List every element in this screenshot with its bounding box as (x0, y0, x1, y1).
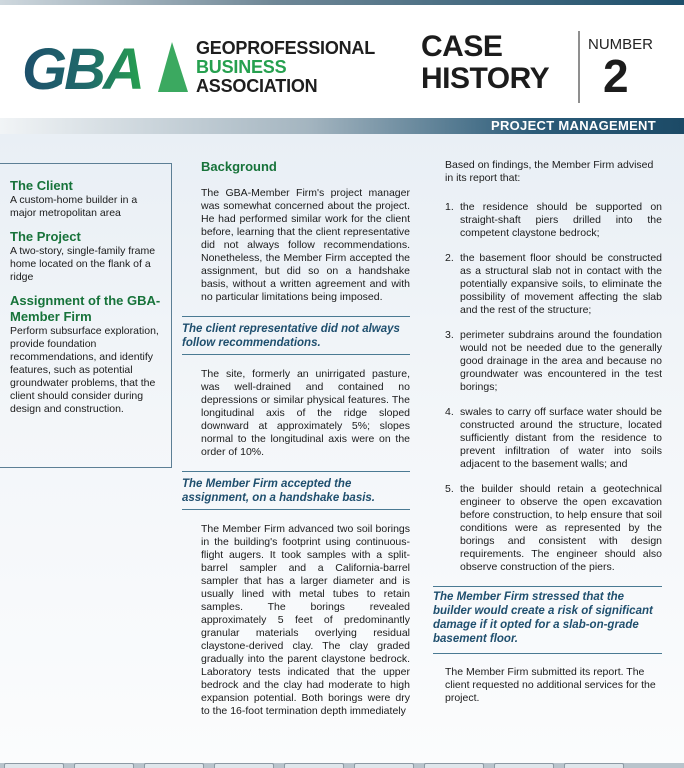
list-text: perimeter subdrains around the foundation would not be needed due to the generally good drainage in the area and because no groundwater was encountered in the test borings; (460, 329, 662, 393)
list-text: the residence should be supported on straight-shaft piers drilled into the competent claystone bedrock; (460, 201, 662, 239)
list-item (433, 483, 662, 574)
list-item (433, 252, 662, 317)
closing-paragraph: The Member Firm submitted its report. The client requested no additional services for the project. (445, 666, 656, 704)
list-text: the basement floor should be constructed as a structural slab not in contact with the potentially expansive soils, to eliminate the possibility of movement affecting the slab and the rest of the structure; (460, 252, 662, 316)
list-item (433, 406, 662, 471)
callout-2: The Member Firm accepted the assignment, on a handshake basis. (182, 471, 410, 510)
bottom-tab[interactable] (284, 763, 344, 768)
callout-3: The Member Firm stressed that the builder would create a risk of significant damage if it opted for a slab-on-grade basement floor. (433, 586, 662, 654)
case-line-2: HISTORY (421, 62, 550, 95)
middle-column (182, 159, 410, 718)
bottom-tab[interactable] (354, 763, 414, 768)
org-name (196, 39, 375, 96)
paragraph-2: The site, formerly an unirrigated pasture, was well-drained and contained no depressions or similar physical features. The longitudinal axis of the ridge sloped downward at approximately 5%; slopes normal to the longitudinal axis were on the order of 10%. (201, 368, 410, 458)
content-area (0, 134, 684, 768)
project-text: A two-story, single-family frame home located on the flank of a ridge (10, 245, 156, 283)
bottom-tab[interactable] (564, 763, 624, 768)
org-line-1: GEOPROFESSIONAL (196, 38, 376, 58)
case-line-1: CASE (421, 30, 503, 63)
findings-intro: Based on findings, the Member Firm advised in its report that: (445, 159, 654, 184)
list-number: 1. (445, 201, 454, 213)
page-header (0, 5, 684, 118)
bottom-tab[interactable] (494, 763, 554, 768)
client-heading: The Client (10, 178, 73, 193)
assignment-text: Perform subsurface exploration, provide foundation recommendations, and identify features, such as potential groundwater problems, that the client should consider during design and construction. (10, 325, 159, 415)
bottom-tab[interactable] (74, 763, 134, 768)
gba-logo (22, 38, 190, 96)
bottom-tab[interactable] (4, 763, 64, 768)
paragraph-3: The Member Firm advanced two soil borings in the building's footprint using continuous-flight augers. It took samples with a split-barrel sampler and a California-barrel sampler that has a larger diameter and is usually lined with metal tubes to retain samples. The borings revealed approximately 5 feet of predominantly granular materials overlying residual claystone-derived clay. The clay graded gradually into the parent claystone bedrock. Laboratory tests indicated that the upper bedrock and the clay had moderate to high expansion potential. Both borings were dry to the 16-foot termination depth immediately (201, 523, 410, 717)
section-label: PROJECT MANAGEMENT (490, 118, 656, 133)
list-text: swales to carry off surface water should be constructed around the structure, located sufficiently distant from the residence to prevent infiltration of water into soils adjacent to the basement walls; and (460, 406, 662, 470)
logo-text: GBA (22, 38, 142, 96)
number-value: 2 (603, 50, 629, 102)
list-number: 2. (445, 252, 454, 264)
org-line-3: ASSOCIATION (196, 76, 318, 96)
list-number: 4. (445, 406, 454, 418)
case-history-title (421, 31, 549, 95)
number-label: NUMBER (588, 36, 654, 53)
right-column (433, 159, 662, 705)
list-number: 3. (445, 329, 454, 341)
section-band (0, 118, 684, 134)
background-heading: Background (201, 159, 277, 174)
client-text: A custom-home builder in a major metropolitan area (10, 194, 138, 219)
list-number: 5. (445, 483, 454, 495)
bottom-tab[interactable] (424, 763, 484, 768)
callout-1: The client representative did not always follow recommendations. (182, 316, 410, 355)
assignment-heading: Assignment of the GBA-Member Firm (10, 293, 161, 324)
bottom-tab[interactable] (144, 763, 204, 768)
bottom-tab[interactable] (214, 763, 274, 768)
sidebar-box (0, 163, 172, 468)
list-item (433, 329, 662, 394)
paragraph-1: The GBA-Member Firm's project manager was somewhat concerned about the project. He had performed similar work for the client before, learning that the client representative did not always follow recommendations. Nonetheless, the Member Firm accepted the assignment, but did so on a handshake basis, without a written agreement and with no particular limitations being imposed. (201, 187, 410, 303)
list-item (433, 201, 662, 240)
org-line-2: BUSINESS (196, 57, 287, 77)
header-divider (578, 31, 580, 103)
list-text: the builder should retain a geotechnical engineer to observe the open excavation before construction, to help ensure that soil conditions were as represented by the borings and consistent with design requirements. The engineer should also observe construction of the piers. (460, 483, 662, 573)
project-heading: The Project (10, 229, 81, 244)
